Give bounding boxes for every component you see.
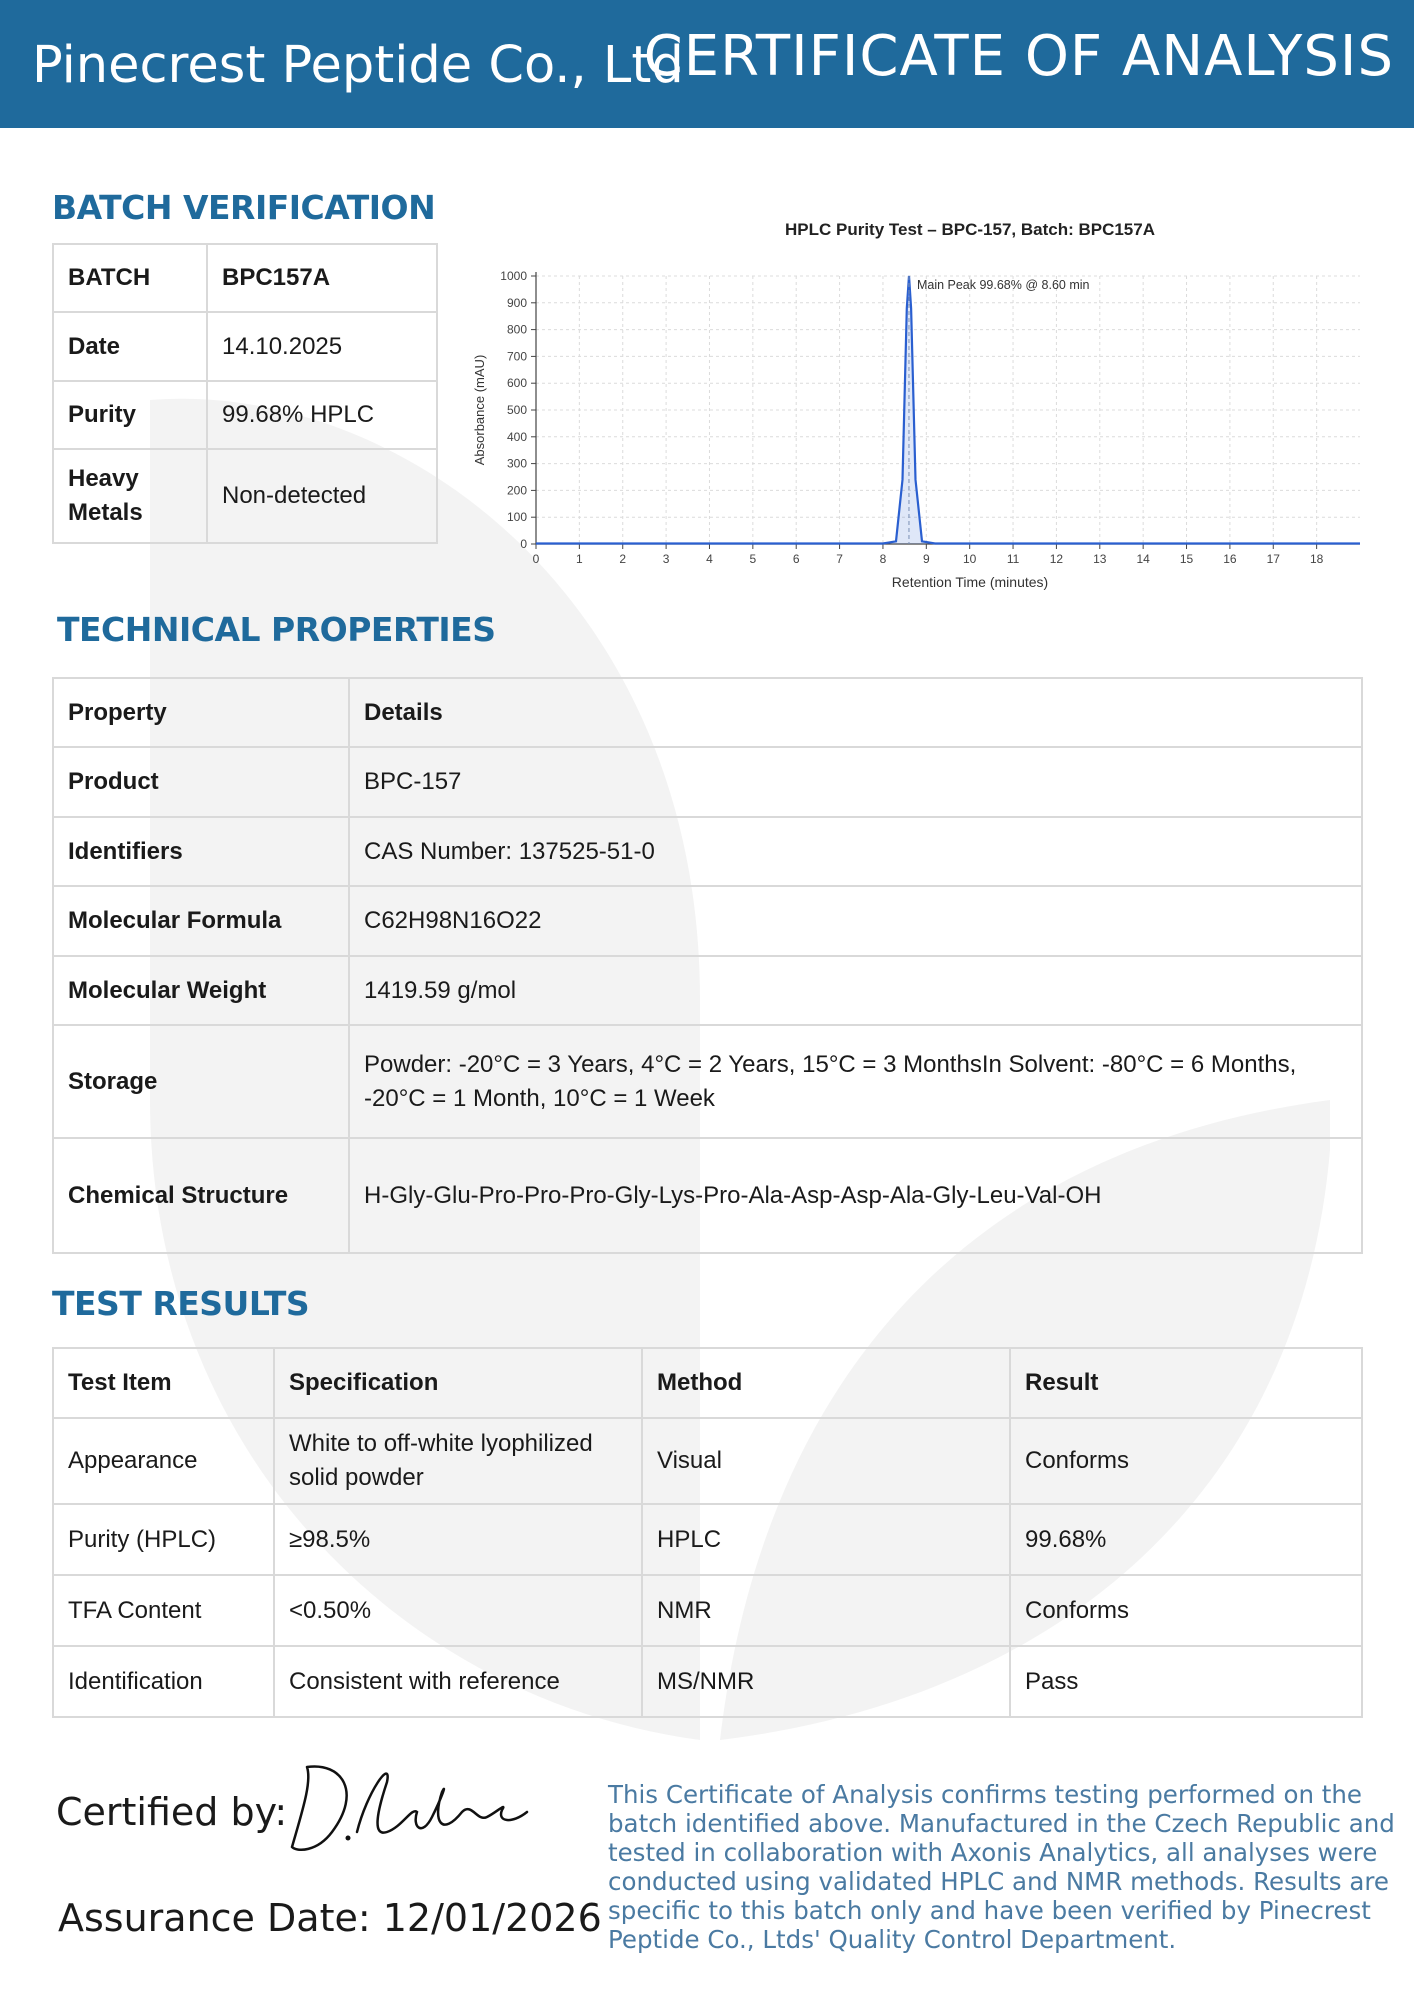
batch-table [52,243,438,544]
table-row [53,1575,1362,1646]
result: Conforms [1010,1418,1362,1504]
x-tick-label: 11 [1006,552,1020,566]
specification-header: Specification [274,1348,642,1418]
tests-section-title: TEST RESULTS [52,1284,310,1323]
product-label: Product [53,747,349,817]
header-bar [0,0,1414,128]
identifiers-value: CAS Number: 137525-51-0 [349,817,1362,886]
weight-value: 1419.59 g/mol [349,956,1362,1025]
result: Pass [1010,1646,1362,1717]
chart-title: HPLC Purity Test – BPC-157, Batch: BPC157A [784,220,1156,239]
specification: White to off-white lyophilized solid powder [274,1418,642,1504]
assurance-value: 12/01/2026 [382,1896,602,1940]
formula-value: C62H98N16O22 [349,886,1362,956]
x-tick-label: 9 [922,552,930,566]
y-tick-label: 200 [506,483,527,498]
table-row [53,1138,1362,1253]
assurance-label: Assurance Date: [58,1896,371,1940]
table-row [53,1025,1362,1138]
x-tick-label: 7 [836,552,843,566]
specification: Consistent with reference [274,1646,642,1717]
x-tick-label: 1 [576,552,583,566]
result: 99.68% [1010,1504,1362,1575]
date-row [53,312,437,381]
x-tick-label: 15 [1179,552,1194,566]
x-tick-label: 14 [1136,552,1150,566]
chart-axes [536,272,1360,544]
formula-label: Molecular Formula [53,886,349,956]
table-row [53,747,1362,817]
y-axis-label: Absorbance (mAU) [472,354,487,466]
company-name: Pinecrest Peptide Co., Ltd [32,36,684,95]
series-area [536,276,1360,544]
certified-by-label: Certified by: [56,1790,288,1834]
test-item: TFA Content [53,1575,274,1646]
table-row [53,1504,1362,1575]
method-header: Method [642,1348,1010,1418]
weight-label: Molecular Weight [53,956,349,1025]
storage-value: Powder: -20°C = 3 Years, 4°C = 2 Years, 15°C = 3 MonthsIn Solvent: -80°C = 6 Months, -20°C = 1 Month, 10°C = 1 Week [349,1025,1362,1138]
technical-header-row [53,678,1362,747]
method: MS/NMR [642,1646,1010,1717]
x-tick-label: 4 [706,552,713,566]
heavy-metals-row [53,449,437,543]
date-value: 14.10.2025 [207,312,437,381]
x-tick-label: 10 [963,552,977,566]
batch-value: BPC157A [207,244,437,312]
product-value: BPC-157 [349,747,1362,817]
batch-label: BATCH [53,244,207,312]
method: NMR [642,1575,1010,1646]
peak-annotation: Main Peak 99.68% @ 8.60 min [916,278,1090,292]
series-line [536,276,1360,544]
property-header: Property [53,678,349,747]
heavy-metals-label: Heavy Metals [53,449,207,543]
assurance-date [58,1896,602,1940]
x-tick-label: 12 [1049,552,1064,566]
certificate-note: This Certificate of Analysis confirms testing performed on the batch identified above. Manufactured in the Czech Republic and tested in collaboration with Axonis Analytics, all analyses were conducted using validated HPLC and NMR methods. Results are specific to this batch only and have been verified by Pinecrest Peptide Co., Ltds' Quality Control Department. [608,1780,1395,1954]
y-tick-label: 800 [506,322,527,337]
storage-label: Storage [53,1025,349,1138]
hplc-chart [455,210,1375,595]
x-tick-label: 13 [1093,552,1107,566]
technical-table [52,677,1363,1254]
result-header: Result [1010,1348,1362,1418]
test-item-header: Test Item [53,1348,274,1418]
y-tick-label: 500 [506,403,527,417]
result: Conforms [1010,1575,1362,1646]
x-tick-label: 16 [1223,552,1237,566]
y-tick-label: 1000 [500,269,527,283]
x-tick-label: 5 [749,552,757,566]
x-tick-label: 2 [619,552,627,566]
x-tick-label: 8 [879,552,887,566]
tests-table [52,1347,1363,1718]
batch-row [53,244,437,312]
table-row [53,1418,1362,1504]
x-tick-label: 3 [662,552,670,566]
y-tick-label: 600 [506,376,527,391]
batch-section-title: BATCH VERIFICATION [52,188,436,227]
purity-label: Purity [53,381,207,449]
table-row [53,1646,1362,1717]
x-tick-label: 6 [792,552,800,566]
test-item: Identification [53,1646,274,1717]
chart-grid [536,276,1360,544]
specification: ≥98.5% [274,1504,642,1575]
specification: <0.50% [274,1575,642,1646]
table-row [53,886,1362,956]
x-tick-label: 0 [532,552,540,566]
document-title: CERTIFICATE OF ANALYSIS [643,24,1394,89]
purity-value: 99.68% HPLC [207,381,437,449]
y-tick-label: 700 [506,349,527,364]
y-tick-label: 900 [506,295,527,310]
table-row [53,817,1362,886]
heavy-metals-value: Non-detected [207,449,437,543]
chart-series [536,276,1360,544]
test-item: Appearance [53,1418,274,1504]
structure-value: H-Gly-Glu-Pro-Pro-Pro-Gly-Lys-Pro-Ala-Asp-Asp-Ala-Gly-Leu-Val-OH [349,1138,1362,1253]
signature [272,1752,572,1862]
y-tick-label: 0 [520,537,527,551]
identifiers-label: Identifiers [53,817,349,886]
tests-header-row [53,1348,1362,1418]
details-header: Details [349,678,1362,747]
method: Visual [642,1418,1010,1504]
y-tick-label: 400 [506,429,527,444]
table-row [53,956,1362,1025]
date-label: Date [53,312,207,381]
method: HPLC [642,1504,1010,1575]
x-tick-label: 18 [1309,552,1324,566]
structure-label: Chemical Structure [53,1138,349,1253]
purity-row [53,381,437,449]
test-item: Purity (HPLC) [53,1504,274,1575]
y-tick-label: 100 [506,510,527,525]
technical-section-title: TECHNICAL PROPERTIES [57,610,496,649]
x-axis-label: Retention Time (minutes) [891,574,1049,590]
y-tick-label: 300 [506,456,527,471]
x-tick-label: 17 [1266,552,1280,566]
